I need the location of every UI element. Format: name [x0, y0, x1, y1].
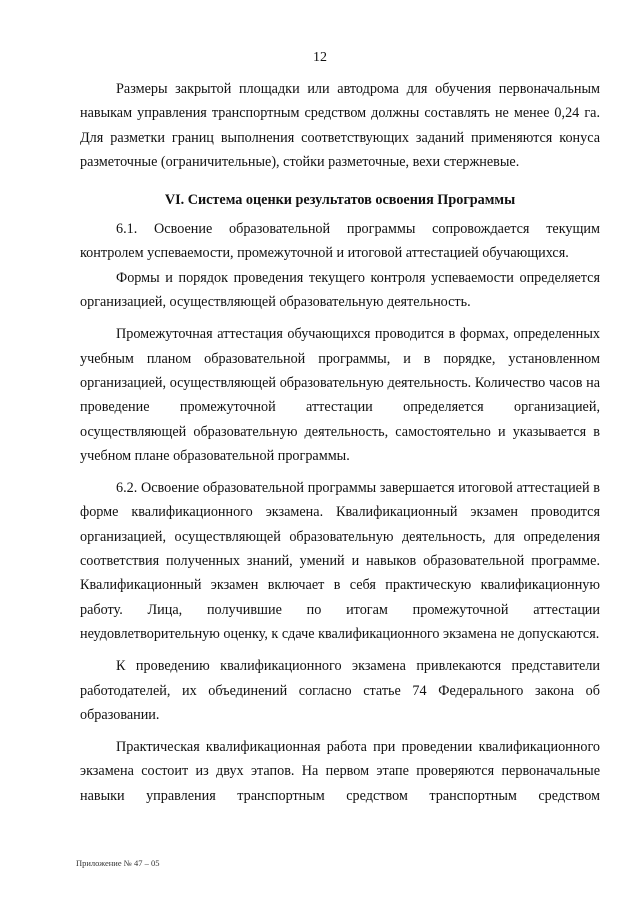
section-heading: VI. Система оценки результатов освоения Программы [164, 192, 516, 209]
footer-annotation: Приложение № 47 – 05 [76, 858, 160, 868]
paragraph-6-1: 6.1. Освоение образовательной программы сопровождается текущим контролем успеваемости, промежуточной и итоговой аттестацией обучающихся. [80, 221, 600, 262]
paragraph-employers: К проведению квалификационного экзамена привлекаются представители работодателей, их объединений согласно статье 74 Федерального закона об образовании. [80, 658, 600, 723]
paragraph-area-requirements: Размеры закрытой площадки или автодрома для обучения первоначальным навыкам управления транспортным средством должны составлять не менее 0,24 га. Для разметки границ выполнения соответствующих заданий применяются конуса разметочные (ограничительные), стойки разметочные, вехи стержневые. [80, 81, 600, 170]
paragraph-current-control: Формы и порядок проведения текущего контроля успеваемости определяется организацией, осуществляющей образовательную деятельность. [80, 269, 600, 311]
paragraph-intermediate-attestation: Промежуточная аттестация обучающихся проводится в формах, определенных учебным планом образовательной программы, и в порядке, установленном организацией, осуществляющей образовательную деятельность. Количество часов на проведение промежуточной аттестации определяется организацией, осуществляющей образовательную деятельность, самостоятельно и указывается в учебном плане образовательной программы. [80, 326, 600, 464]
document-body [80, 77, 600, 808]
paragraph-6-2: 6.2. Освоение образовательной программы завершается итоговой аттестацией в форме квалификационного экзамена. Квалификационный экзамен проводится организацией, осуществляющей образовательную деятельность, для определения соответствия полученных знаний, умений и навыков образовательной программе. Квалификационный экзамен включает в себя практическую квалификационную работу. Лица, получившие по итогам промежуточной аттестации неудовлетворительную оценку, к сдаче квалификационного экзамена не допускаются. [80, 480, 600, 642]
paragraph-practical-work: Практическая квалификационная работа при проведении квалификационного экзамена состоит из двух этапов. На первом этапе проверяются первоначальные навыки управления транспортным средством транспортным средством [80, 739, 600, 804]
page-number: 12 [313, 50, 327, 65]
